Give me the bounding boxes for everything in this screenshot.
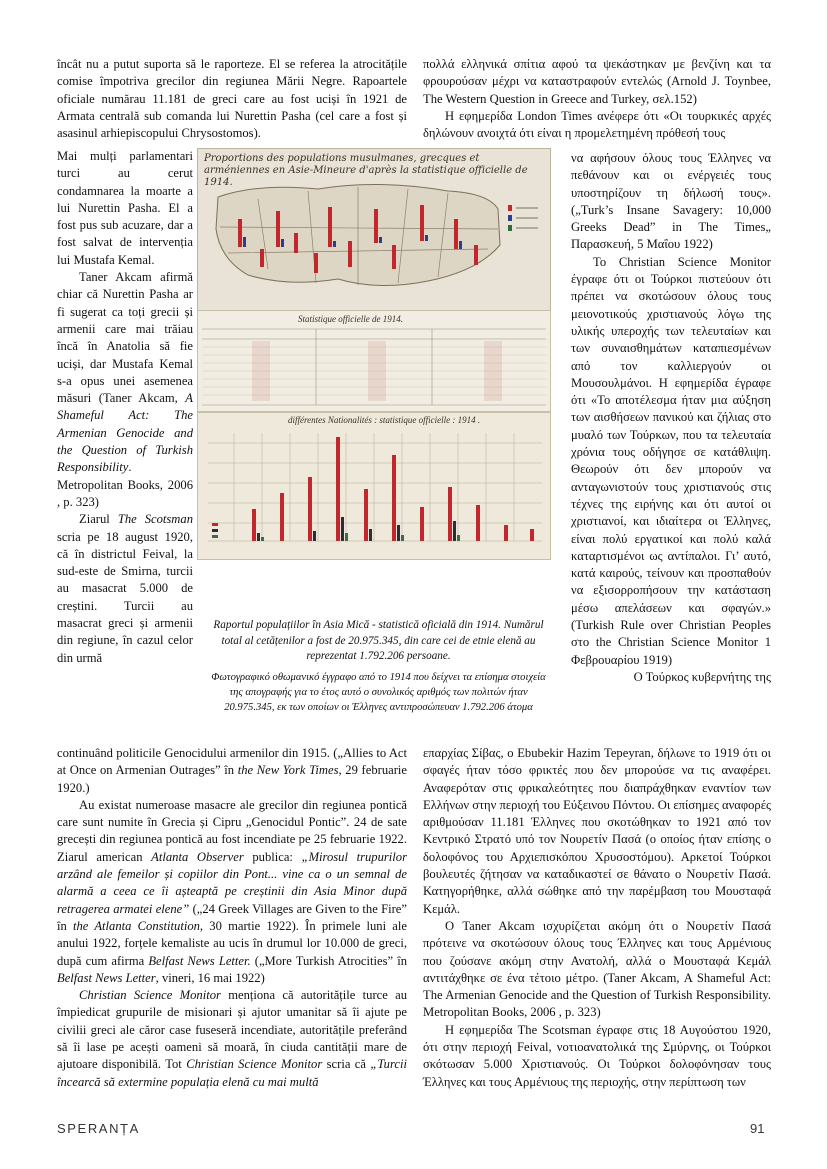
paragraph: Ο Τούρκος κυβερνήτης της — [633, 669, 771, 684]
paragraph: πολλά ελληνικά σπίτια αφού τα ψεκάστηκαν με βενζίνη και τα φρουρούσαν μέχρι να καταστραφούν εντελώς (Arnold J. Toynbee, The Western Question in Greece and Turkey, σελ.152) — [423, 57, 771, 106]
paragraph: Mai mulți parlamentari turci au cerut condamnarea la moarte a lui Nurettin Pasha. El a fost pus sub acuzare, dar a fost salvat de intervenția lui Mustafa Kemal. — [57, 149, 193, 267]
magazine-name: SPERANȚA — [57, 1121, 140, 1136]
paragraph: επαρχίας Σίβας, ο Ebubekir Hazim Tepeyran, δήλωνε το 1919 ότι οι σφαγές ήταν τόσο φρικτές που δεν μπορούσε να τις αναφέρει. Αναφερόταν στις φρικαλεότητες που διαπράχθηκαν εναντίον των Ελλήνων στην περιοχή του Εύξεινου Πόντου. Οι επίσημες αναφορές αριθμούσαν 11.181 Έλληνες που σκοτώθηκαν το 1921 από τον Κεντρικό Στρατό υπό τον Νουρετίν Πασά (ο οποίος ήταν επίσης ο δολοφόνος του Αρχιεπισκόπου Χρυσοστόμου). Αρκετοί Τούρκοι βουλευτές ζήτησαν να καταδικαστεί σε θάνατο ο Νουρετίν Πασά. Κατηγορήθηκε, αλλά σώθηκε από την παρέμβαση του Μουσταφά Κεμάλ. — [423, 746, 771, 916]
asia-minor-map-graphic — [198, 149, 550, 311]
paragraph: Ο Taner Akcam ισχυρίζεται ακόμη ότι ο Νουρετίν Πασά πρότεινε να σκοτώσουν όλους τους Έλληνες και τους Αρμένιους που ζούσανε ακόμη στην Ανατολή, αλλά ο Μουσταφά Κεμάλ αντιτάχθηκε σε ένα τέτοιο μέτρο. (Taner Akcam, A Shameful Act: The Armenian Genocide and the Question of Turkish Responsibility. Metropolitan Books, 2006 , p. 323) — [423, 918, 771, 1020]
right-column-bottom — [423, 745, 771, 1091]
map-panel — [197, 148, 551, 312]
map-title: Proportions des populations musulmanes, grecques et arméniennes en Asie-Mineure d'après la statistique officielle de 1914. — [204, 153, 528, 188]
paragraph: încât nu a putut suporta să le raporteze. El se referea la atrocitățile comise împotriva grecilor din regiunea Mării Negre. Rapoartele oficiale numărau 11.181 de greci care au fost uciși în 1921 de Armata centrală sub comanda lui Nurettin Pasha (cel care a fost și asasinul arhiepiscopului Chrysostomos). — [57, 57, 407, 141]
table-grid-graphic — [202, 327, 546, 407]
table-title: Statistique officielle de 1914. — [298, 314, 403, 324]
paragraph: Taner Akcam afirmă chiar că Nurettin Pasha ar fi sugerat ca toți grecii și armenii care mai trăiau încă în Anatolia să fie uciși, dar Mustafa Kemal s-a opus unei asemenea măsuri (Taner Akcam, A Shameful Act: The Armenian Genocide and the Question of Turkish Responsibility. Metropolitan Books, 2006 , p. 323) — [57, 270, 193, 509]
paragraph: Ziarul The Scotsman scria pe 18 august 1920, că în districtul Feival, la sud-este de Smirna, turcii au masacrat 5.000 de creștini. Turcii au masacrat greci și armenii din regiune, în cazul celor din urmă — [57, 512, 193, 665]
paragraph: Η εφημερίδα The Scotsman έγραφε στις 18 Αυγούστου 1920, ότι στην περιοχή Feival, νοτιοανατολικά της Σμύρνης, οι Τούρκοι σκότωσαν 5.000 Χριστιανούς. Οι Τούρκοι δολοφόνησαν τους Έλληνες και τους Αρμένιους της περιοχής, στην περίπτωση των — [423, 1022, 771, 1089]
caption-romanian: Raportul populațiilor în Asia Mică - statistică oficială din 1914. Numărul total al cetățenilor a fost de 20.975.345, din care cei de etnie elenă au reprezentat 1.792.206 persoane. — [213, 619, 544, 662]
left-column-narrow — [57, 148, 193, 667]
paragraph: να αφήσουν όλους τους Έλληνες να πεθάνουν και οι ενέργειές τους υποστηρίζουν τη δήλωσή τους». („Turk’s Insane Savagery: 10,000 Greeks Dead” in The Times„ Παρασκευή, 5 Μαΐου 1922) — [571, 151, 771, 252]
left-column-top — [57, 56, 407, 142]
paragraph: Christian Science Monitor menționa că autoritățile turce au împiedicat grupurile de misionari și ajutor umanitar să îi ajute pe civilii greci ale căror case fuseseră incendiate, autoritățile preferând să îi lase pe acești oameni să moară, în ciuda cantității mare de ajutoare disponibilă. Tot Christian Science Monitor scria că „Turcii încearcă să extermine populația elenă cu mai multă — [57, 988, 407, 1089]
figure-captions — [206, 618, 551, 715]
paragraph: Η εφημερίδα London Times ανέφερε ότι «Οι τουρκικές αρχές δηλώνουν ανοιχτά ότι είναι η προμελετημένη πρόθεσή τους — [423, 108, 771, 141]
statistics-table-panel — [197, 310, 551, 412]
right-column-narrow — [571, 150, 771, 686]
left-column-bottom — [57, 745, 407, 1091]
page-number: 91 — [750, 1121, 765, 1136]
right-column-top — [423, 56, 771, 142]
nationalities-bar-chart-panel — [197, 412, 551, 560]
paragraph: Au existat numeroase masacre ale grecilor din regiunea pontică care sunt numite în Grecia și Cipru „Genocidul Pontic”. 24 de sate grecești din regiunea pontică au fost incendiate pe 25 februarie 1922. Ziarul american Atlanta Observer publica: „Mirosul trupurilor arzând ale femeilor și copiilor din Pont... vine ca o un semnal de alarmă a ceea ce îi așteaptă pe creștinii din Asia Minor după retragerea armatei elene” („24 Greek Villages are Given to the Fire” în the Atlanta Constitution, 30 martie 1922). În primele luni ale anului 1922, forțele kemaliste au ucis în drumul lor 10.000 de greci, după cum afirma Belfast News Letter. („More Turkish Atrocities” în Belfast News Letter, vineri, 16 mai 1922) — [57, 797, 407, 985]
historical-statistics-image — [197, 148, 549, 614]
paragraph: Το Christian Science Monitor έγραφε ότι οι Τούρκοι πιστεύουν ότι πρέπει να σκοτώσουν όλους τους μειονοτικούς χριστιανούς λόγω της υλικής υπεροχής των τελευταίων και των συναισθημάτων καταπιεσμένων από τον καλλιεργούν οι Μουσουλμάνοι. Η εφημερίδα έγραφε ότι «Το αποτέλεσμα ήταν μια αύξηση των αισθήσεων πανικού και ζήλιας στο μυαλό των Τούρκων, που τα τελευταία χρόνια τους οδήγησε σε κατάθλιψη. Θεωρούν ότι δεν μπορούν να ανταγωνιστούν τους χριστιανούς στις τέχνες της ειρήνης και ότι αυτοί οι χριστιανοί, και ιδιαίτερα οι Έλληνες, είναι πολύ εργατικοί και πολύ καλά καταρτισμένοι ως αντίπαλοι. Γι’ αυτό, κατά καιρούς, τείνουν και προσπαθούν να εξισορροπήσουν την κατάσταση μέσω απελάσεων και σφαγών.» (Turkish Rule over Christian Peoples στο the Christian Science Monitor 1 Φεβρουαρίου 1919) — [571, 254, 771, 667]
paragraph: continuând politicile Genocidului armenilor din 1915. („Allies to Act at Once on Armenian Outrages” în the New York Times, 29 februarie 1920.) — [57, 746, 407, 795]
bar-chart-graphic — [198, 413, 550, 559]
caption-greek: Φωτογραφικό οθωμανικό έγγραφο από το 1914 που δείχνει τα επίσημα στοιχεία της απογραφής για το έτος αυτό ο συνολικός αριθμός των πολιτών ήταν 20.975.345, εκ των οποίων οι Έλληνες αντιπροσώπευαν 1.792.206 άτομα — [211, 671, 546, 713]
chart-title: différentes Nationalités : statistique officielle : 1914 . — [288, 415, 481, 425]
